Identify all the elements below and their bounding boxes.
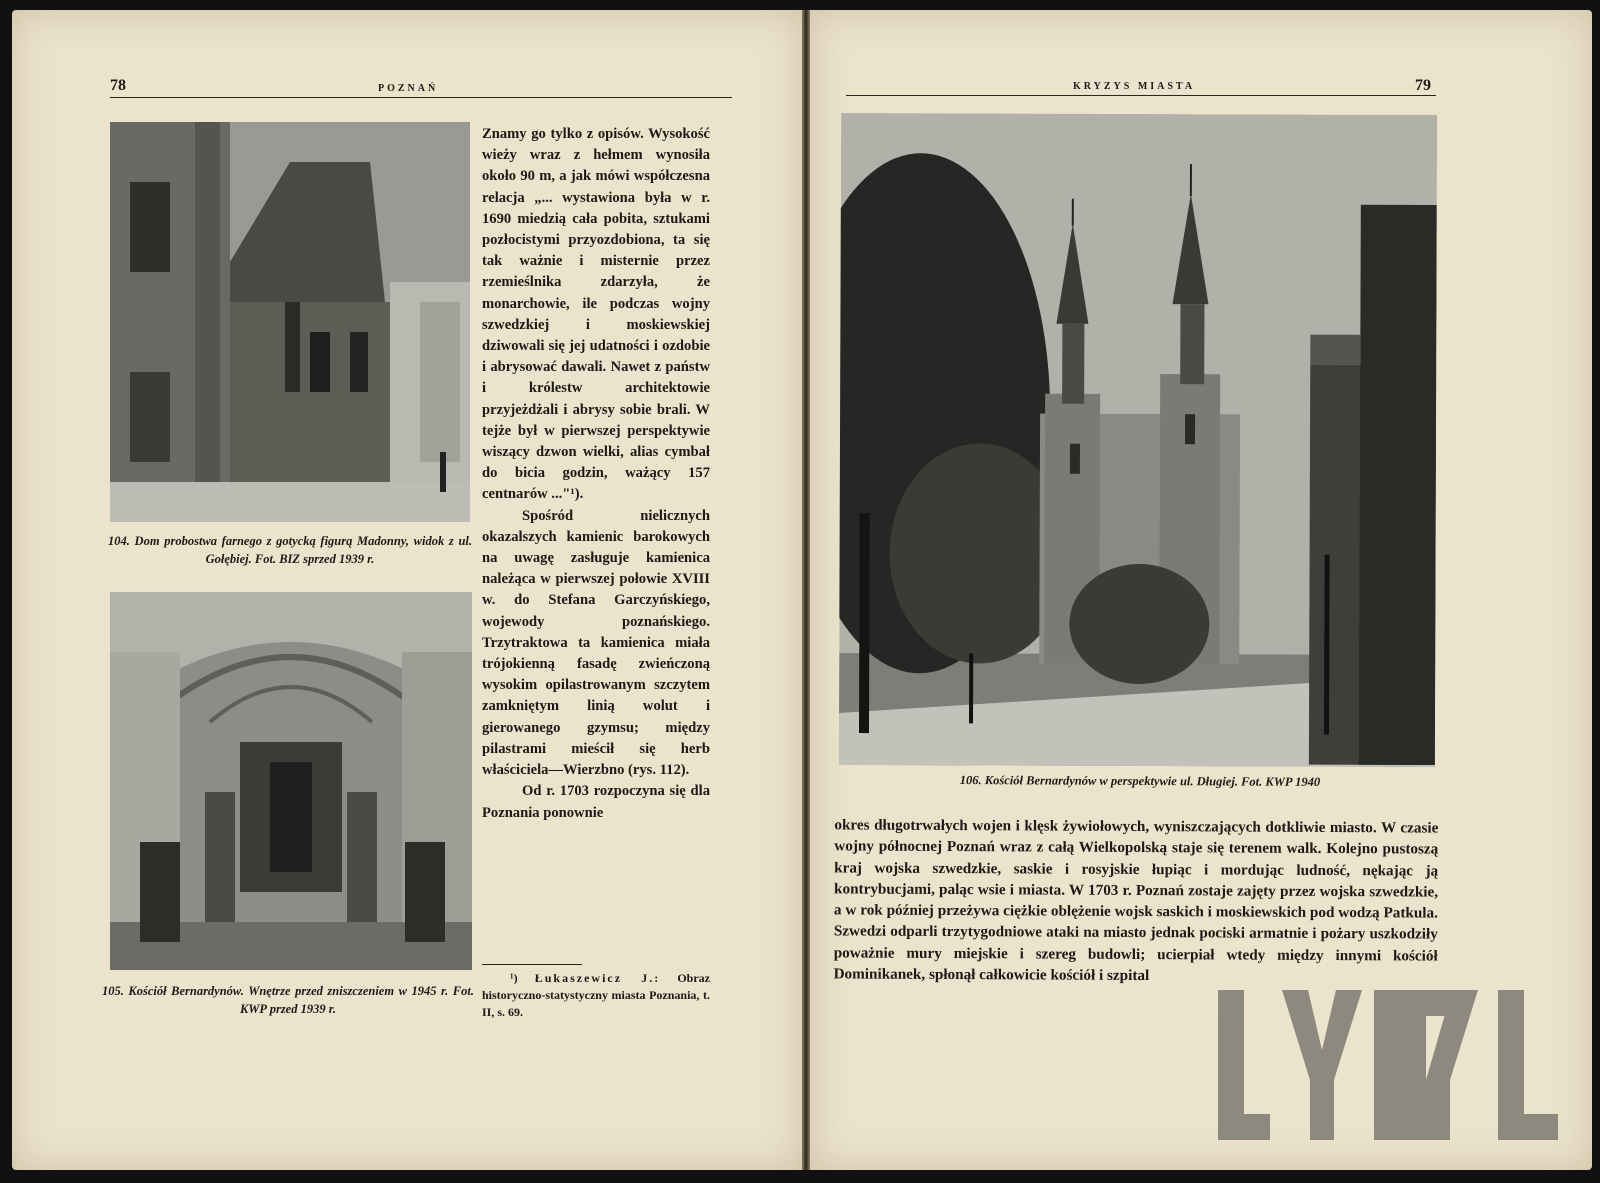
figure-106-caption: 106. Kościół Bernardynów w perspektywie ul. Długiej. Fot. KWP 1940 — [959, 773, 1321, 789]
page-number-left: 78 — [110, 77, 126, 94]
left-text-column — [482, 124, 710, 824]
footnote-author: Łukaszewicz J.: — [534, 971, 661, 985]
paragraph-3: Od r. 1703 rozpoczyna się dla Poznania ponownie — [482, 783, 710, 821]
header-rule-right — [846, 95, 1436, 96]
figure-104-photo — [110, 122, 470, 522]
figure-104-caption: 104. Dom probostwa farnego z gotycką figurą Madonny, widok z ul. Gołębiej. Fot. BIZ sprzed 1939 r. — [108, 534, 472, 566]
paragraph-1: Znamy go tylko z opisów. Wysokość wieży wraz z hełmem wynosiła około 90 m, a jak mówi współczesna relacja „... wystawiona była w r. 1690 miedzią cała pobita, sztukami pozłocistymi przyozdobiona, ta się tak ważnie i misternie przez rzemieślnika zdarzyła, że monarchowie, ile podczas wojny szwedzkiej i moskiewskiej dziwowali się jej udatności i ozdobie i abrysować dawali. Nawet z państw i królestw architektowie przyjeżdżali i abrysy sobie brali. W tejże był w pierwszej perspektywie wiszący dzwon wielki, alias cymbał do bicia godzin, ważący 157 centnarów ..."¹). — [482, 126, 710, 503]
right-page — [810, 10, 1592, 1170]
right-body-text: okres długotrwałych wojen i klęsk żywiołowych, wyniszczających dotkliwie miasto. W czasie wojny północnej Poznań wraz z całą Wielkopolską staje się terenem walk. Kolejno pustoszą kraj wojska szwedzkie, saskie i rosyjskie łupiąc i mordując ludność, nękając ją kontrybucjami, paląc wsie i miasta. W 1703 r. Poznań zostaje zajęty przez wojska szwedzkie, a w rok później przeżywa ciężkie oblężenie wojsk saskich i moskiewskich pod wodzą Patkula. Szwedzi odparli trzytygodniowe ataki na miasto jednak pociski armatnie i pożary uszkodziły poważnie mury miejskie i szereg budowli; ucierpiał wtedy między innymi kościół Dominikanek, spłonął całkowicie kościół i szpital — [833, 816, 1439, 985]
running-head-right: KRYZYS MIASTA — [1073, 81, 1196, 92]
figure-106-photo — [839, 113, 1437, 767]
header-rule-left — [110, 97, 732, 98]
running-head-left: POZNAŃ — [378, 83, 439, 94]
footnote-rule — [482, 964, 582, 965]
page-number-right: 79 — [1415, 77, 1431, 94]
footnote-mark: ¹) — [510, 971, 518, 985]
left-page — [12, 10, 802, 1170]
paragraph-2: Spośród nielicznych okazalszych kamienic barokowych na uwagę zasługuje kamienica należąca w pierwszej połowie XVIII w. do Stefana Garczyńskiego, wojewody poznańskiego. Trzytraktowa ta kamienica miała trójokienną fasadę zwieńczoną wysokim opilastrowanym szczytem zamkniętym linią wolut i gierowanego gzymsu; między pilastrami mieścił się herb właściciela—Wierzbno (rys. 112). — [482, 507, 710, 779]
figure-105-caption: 105. Kościół Bernardynów. Wnętrze przed zniszczeniem w 1945 r. Fot. KWP przed 1939 r. — [102, 984, 474, 1016]
footnote — [482, 970, 710, 1021]
figure-105-photo — [110, 592, 472, 970]
footnote-text: Obraz historyczno-statystyczny miasta Poznania, t. II, s. 69. — [482, 971, 711, 1019]
